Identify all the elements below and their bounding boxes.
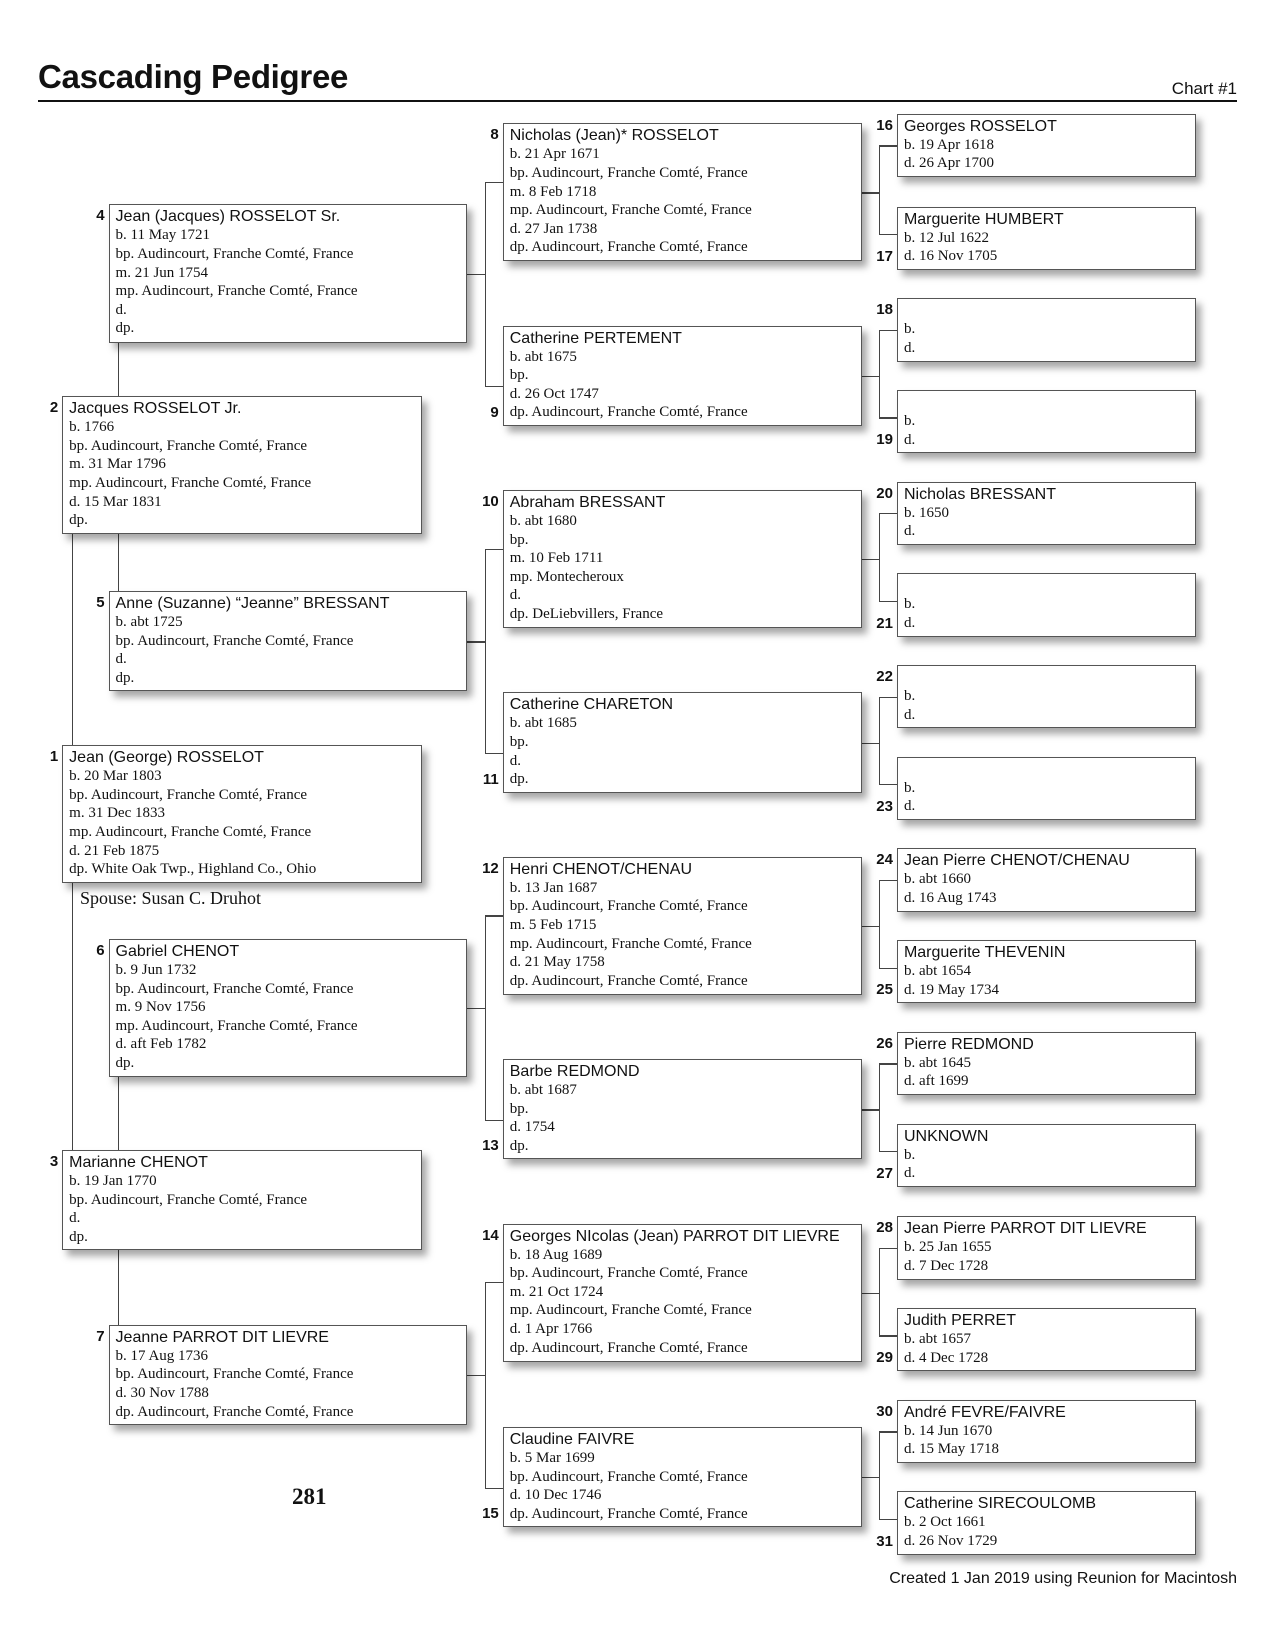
person-number: 13 — [482, 1137, 499, 1155]
person-detail: dp. Audincourt, Franche Comté, France — [509, 972, 748, 989]
person-number: 30 — [876, 1402, 893, 1420]
person-detail: d. — [903, 614, 916, 631]
page-title: Cascading Pedigree — [38, 58, 349, 95]
connector-line — [467, 274, 485, 275]
connector-line — [467, 1375, 485, 1376]
person-detail: b. abt 1685 — [509, 715, 577, 732]
connector-line — [879, 145, 880, 234]
person-box[interactable] — [897, 390, 1196, 453]
chart-number: Chart #1 — [1171, 79, 1237, 98]
person-detail: bp. Audincourt, Franche Comté, France — [509, 164, 748, 181]
person-box[interactable] — [62, 396, 421, 534]
person-detail: b. — [903, 596, 916, 613]
connector-line — [485, 182, 503, 183]
connector-line — [118, 1250, 119, 1325]
person-number: 15 — [482, 1505, 499, 1523]
person-number: 11 — [482, 770, 499, 788]
person-detail: b. 17 Aug 1736 — [115, 1347, 209, 1364]
person-detail: dp. — [509, 1138, 529, 1155]
connector-line — [862, 743, 879, 744]
person-detail: d. — [903, 339, 916, 356]
person-detail: b. abt 1687 — [509, 1082, 577, 1099]
connector-line — [879, 513, 880, 600]
person-detail: b. 13 Jan 1687 — [509, 879, 598, 896]
person-number: 3 — [49, 1152, 59, 1170]
person-name: Pierre REDMOND — [903, 1035, 1034, 1053]
connector-line — [879, 145, 897, 146]
connector-line — [485, 549, 486, 753]
person-box[interactable] — [897, 1216, 1196, 1279]
person-detail: dp. Audincourt, Franche Comté, France — [509, 1339, 748, 1356]
person-box[interactable] — [897, 482, 1196, 545]
connector-line — [879, 330, 880, 417]
person-detail: d. 27 Jan 1738 — [509, 220, 598, 237]
person-name: Jeanne PARROT DIT LIEVRE — [115, 1328, 329, 1346]
person-detail: m. 21 Jun 1754 — [115, 264, 209, 281]
person-detail: d. — [115, 301, 127, 318]
connector-line — [72, 883, 73, 1150]
person-number: 5 — [96, 594, 105, 612]
person-detail: b. abt 1725 — [115, 614, 183, 631]
person-name: Nicholas BRESSANT — [903, 485, 1056, 503]
person-detail: d. 15 May 1718 — [903, 1441, 999, 1458]
person-detail: b. 9 Jun 1732 — [115, 962, 197, 979]
person-detail: d. 7 Dec 1728 — [903, 1257, 989, 1274]
person-number: 7 — [96, 1327, 105, 1345]
person-box[interactable] — [503, 123, 862, 261]
person-detail: dp. — [69, 512, 88, 529]
person-detail: bp. — [509, 734, 529, 751]
person-detail: b. — [903, 1146, 916, 1163]
connector-line — [485, 1120, 503, 1121]
person-detail: d. 21 May 1758 — [509, 954, 605, 971]
connector-line — [879, 968, 897, 969]
person-box[interactable] — [897, 298, 1196, 361]
person-number: 4 — [96, 207, 105, 225]
connector-line — [879, 1431, 897, 1432]
person-number: 12 — [482, 859, 499, 877]
person-detail: mp. Montecheroux — [509, 568, 624, 585]
connector-line — [879, 1248, 880, 1335]
person-detail: b. — [903, 779, 916, 796]
person-box[interactable] — [109, 939, 467, 1077]
person-number: 2 — [49, 399, 59, 417]
person-detail: bp. Audincourt, Franche Comté, France — [69, 437, 308, 454]
connector-line — [879, 330, 897, 331]
person-detail: mp. Audincourt, Franche Comté, France — [69, 475, 312, 492]
person-detail: d. 26 Oct 1747 — [509, 385, 599, 402]
person-detail: d. 16 Aug 1743 — [903, 890, 997, 907]
person-number: 20 — [876, 484, 893, 502]
connector-line — [467, 641, 485, 642]
connector-line — [862, 192, 879, 193]
person-detail: b. 1650 — [903, 504, 949, 521]
person-detail: d. 19 May 1734 — [903, 981, 999, 998]
person-detail: d. aft Feb 1782 — [115, 1036, 207, 1053]
person-name: Claudine FAIVRE — [509, 1431, 635, 1449]
connector-line — [879, 1431, 880, 1518]
connector-line — [485, 1282, 503, 1283]
person-box[interactable] — [897, 757, 1196, 820]
person-number: 17 — [876, 247, 893, 265]
connector-line — [862, 559, 879, 560]
person-number: 21 — [876, 614, 893, 632]
person-detail: bp. Audincourt, Franche Comté, France — [115, 246, 354, 263]
person-box[interactable] — [897, 1124, 1196, 1187]
connector-line — [72, 534, 73, 745]
person-box[interactable] — [897, 665, 1196, 728]
person-detail: dp. Audincourt, Franche Comté, France — [115, 1403, 354, 1420]
person-name: Gabriel CHENOT — [115, 943, 240, 961]
connector-line — [118, 1077, 119, 1150]
person-detail: b. — [903, 412, 916, 429]
connector-line — [879, 697, 880, 784]
connector-line — [862, 926, 879, 927]
person-detail: bp. Audincourt, Franche Comté, France — [509, 1468, 748, 1485]
connector-line — [485, 915, 503, 916]
connector-line — [862, 1477, 879, 1478]
connector-line — [879, 697, 897, 698]
person-detail: d. 26 Nov 1729 — [903, 1533, 998, 1549]
title-rule — [38, 100, 1237, 102]
person-detail: d. aft 1699 — [903, 1073, 969, 1090]
person-number: 26 — [876, 1034, 893, 1052]
person-detail: m. 5 Feb 1715 — [509, 917, 597, 934]
person-name: Marianne CHENOT — [69, 1153, 208, 1171]
person-detail: bp. — [509, 1100, 529, 1117]
person-detail: d. 10 Dec 1746 — [509, 1487, 602, 1504]
person-detail: dp. Audincourt, Franche Comté, France — [509, 239, 748, 256]
connector-line — [879, 880, 897, 881]
person-detail: b. 19 Jan 1770 — [69, 1172, 157, 1189]
person-detail: d. — [903, 798, 916, 815]
person-name: Jean Pierre PARROT DIT LIEVRE — [903, 1220, 1147, 1238]
person-detail: mp. Audincourt, Franche Comté, France — [509, 1302, 752, 1319]
person-detail: b. — [903, 688, 916, 705]
person-number: 31 — [876, 1532, 893, 1550]
person-box[interactable] — [109, 591, 467, 691]
person-detail: d. — [69, 1210, 81, 1227]
person-detail: b. abt 1645 — [903, 1054, 972, 1071]
person-detail: d. 15 Mar 1831 — [69, 493, 162, 510]
person-detail: bp. Audincourt, Franche Comté, France — [115, 1366, 354, 1383]
person-box[interactable] — [503, 326, 862, 426]
connector-line — [485, 915, 486, 1119]
person-name: Barbe REDMOND — [509, 1063, 640, 1081]
person-box[interactable] — [897, 114, 1196, 177]
person-box[interactable] — [503, 1224, 862, 1362]
person-detail: b. 20 Mar 1803 — [69, 768, 162, 785]
connector-line — [485, 549, 503, 550]
person-number: 14 — [482, 1226, 499, 1244]
person-name: UNKNOWN — [903, 1127, 989, 1145]
person-box[interactable] — [503, 1427, 862, 1527]
person-detail: b. 11 May 1721 — [115, 227, 210, 244]
person-detail: d. 30 Nov 1788 — [115, 1385, 209, 1402]
person-detail: bp. Audincourt, Franche Comté, France — [69, 786, 308, 803]
person-detail: d. — [509, 752, 521, 769]
person-detail: dp. DeLiebvillers, France — [509, 606, 664, 623]
page-number: 281 — [292, 1484, 327, 1509]
person-name — [904, 668, 1195, 687]
person-name — [904, 760, 1195, 779]
person-name: Georges NIcolas (Jean) PARROT DIT LIEVRE — [509, 1227, 840, 1245]
person-name: Jean (Jacques) ROSSELOT Sr. — [115, 208, 341, 226]
person-detail: bp. Audincourt, Franche Comté, France — [69, 1191, 308, 1208]
person-box[interactable] — [62, 1150, 421, 1250]
connector-line — [118, 534, 119, 591]
person-name: Georges ROSSELOT — [903, 117, 1057, 135]
person-name: Jean Pierre CHENOT/CHENAU — [903, 852, 1130, 870]
person-detail: b. 25 Jan 1655 — [903, 1239, 992, 1256]
person-name: Marguerite HUMBERT — [903, 210, 1064, 228]
person-number: 10 — [482, 493, 499, 511]
person-name — [904, 393, 1195, 412]
connector-line — [879, 1151, 897, 1152]
person-detail: dp. Audincourt, Franche Comté, France — [509, 404, 748, 421]
connector-line — [485, 386, 503, 387]
connector-line — [879, 417, 897, 418]
person-detail: b. abt 1657 — [903, 1331, 972, 1347]
connector-line — [879, 1248, 897, 1249]
person-box[interactable] — [897, 1491, 1196, 1554]
person-name: André FEVRE/FAIVRE — [903, 1403, 1066, 1421]
person-detail: bp. Audincourt, Franche Comté, France — [509, 898, 748, 915]
connector-line — [879, 513, 897, 514]
person-name: Marguerite THEVENIN — [903, 944, 1066, 962]
person-box[interactable] — [897, 940, 1196, 1003]
person-name: Jean (George) ROSSELOT — [69, 749, 264, 767]
person-detail: b. — [903, 321, 916, 338]
person-box[interactable] — [503, 692, 862, 792]
person-number: 16 — [876, 116, 893, 134]
person-number: 9 — [490, 403, 499, 421]
person-box[interactable] — [503, 857, 862, 995]
person-box[interactable] — [109, 204, 467, 342]
connector-line — [467, 1008, 485, 1009]
person-detail: dp. — [115, 320, 135, 337]
connector-line — [862, 1109, 879, 1110]
person-detail: d. — [903, 431, 916, 448]
person-detail: b. abt 1675 — [509, 348, 577, 365]
person-detail: b. abt 1654 — [903, 963, 972, 980]
person-detail: b. 12 Jul 1622 — [903, 229, 989, 246]
person-number: 6 — [96, 942, 105, 960]
person-detail: m. 10 Feb 1711 — [509, 550, 604, 567]
person-detail: b. 19 Apr 1618 — [903, 136, 994, 153]
person-detail: mp. Audincourt, Franche Comté, France — [69, 823, 312, 840]
person-detail: b. abt 1660 — [903, 871, 972, 888]
person-box[interactable] — [897, 1400, 1196, 1463]
connector-line — [862, 376, 879, 377]
connector-line — [879, 601, 897, 602]
person-detail: m. 9 Nov 1756 — [115, 999, 206, 1016]
person-number: 8 — [490, 126, 499, 144]
connector-line — [862, 1293, 879, 1294]
person-name: Nicholas (Jean)* ROSSELOT — [509, 127, 719, 145]
person-detail: d. — [903, 1165, 916, 1182]
person-detail: d. 26 Apr 1700 — [903, 155, 994, 172]
person-detail: bp. Audincourt, Franche Comté, France — [115, 632, 354, 649]
connector-line — [118, 343, 119, 397]
person-detail: mp. Audincourt, Franche Comté, France — [115, 283, 358, 300]
person-detail: mp. Audincourt, Franche Comté, France — [115, 1017, 358, 1034]
person-detail: d. 1 Apr 1766 — [509, 1321, 593, 1338]
person-detail: b. 21 Apr 1671 — [509, 146, 600, 163]
connector-line — [879, 784, 897, 785]
person-name: Catherine CHARETON — [509, 696, 674, 714]
person-detail: dp. — [115, 1055, 135, 1072]
person-detail: mp. Audincourt, Franche Comté, France — [509, 202, 752, 219]
person-detail: d. 21 Feb 1875 — [69, 842, 160, 859]
connector-line — [879, 880, 880, 967]
person-name — [904, 301, 1195, 320]
person-detail: dp. Audincourt, Franche Comté, France — [509, 1505, 748, 1522]
person-number: 27 — [876, 1164, 893, 1182]
person-box[interactable] — [897, 1308, 1196, 1371]
person-box[interactable] — [503, 1059, 862, 1159]
connector-line — [879, 1519, 897, 1520]
person-detail: dp. — [69, 1228, 88, 1245]
person-detail: dp. White Oak Twp., Highland Co., Ohio — [69, 861, 317, 878]
person-name — [904, 576, 1195, 595]
person-detail: bp. Audincourt, Franche Comté, France — [115, 980, 354, 997]
person-box[interactable] — [897, 207, 1196, 270]
person-box[interactable] — [897, 1032, 1196, 1095]
person-box[interactable] — [897, 573, 1196, 636]
person-detail: b. 2 Oct 1661 — [903, 1514, 986, 1531]
person-detail: d. 16 Nov 1705 — [903, 248, 998, 265]
connector-line — [485, 182, 486, 386]
person-detail: d. — [509, 587, 521, 604]
footer-credit: Created 1 Jan 2019 using Reunion for Macintosh — [889, 1570, 1237, 1587]
person-number: 1 — [49, 748, 59, 766]
person-box[interactable] — [897, 848, 1196, 911]
person-detail: d. 4 Dec 1728 — [903, 1349, 989, 1366]
person-detail: b. 5 Mar 1699 — [509, 1450, 595, 1467]
person-name: Judith PERRET — [903, 1312, 1016, 1329]
connector-line — [485, 1282, 486, 1488]
connector-line — [879, 1335, 897, 1336]
spouse-label: Spouse: Susan C. Druhot — [80, 888, 262, 908]
person-detail: bp. — [509, 367, 529, 384]
person-detail: d. 1754 — [509, 1119, 555, 1136]
person-detail: m. 21 Oct 1724 — [509, 1283, 604, 1300]
person-detail: b. 1766 — [69, 419, 115, 436]
person-box[interactable] — [503, 490, 862, 628]
connector-line — [879, 1063, 880, 1150]
person-box[interactable] — [109, 1325, 467, 1425]
person-number: 25 — [876, 981, 893, 999]
connector-line — [879, 234, 897, 235]
connector-line — [879, 1063, 897, 1064]
person-number: 22 — [876, 668, 893, 686]
person-name: Catherine SIRECOULOMB — [903, 1495, 1097, 1513]
person-number: 29 — [876, 1349, 893, 1367]
person-number: 19 — [876, 431, 893, 449]
person-name: Anne (Suzanne) “Jeanne” BRESSANT — [115, 595, 390, 613]
person-detail: d. — [115, 651, 127, 668]
person-detail: dp. — [115, 670, 135, 687]
person-name: Henri CHENOT/CHENAU — [509, 860, 692, 878]
person-number: 28 — [876, 1219, 893, 1237]
person-name: Abraham BRESSANT — [509, 494, 666, 512]
person-detail: b. 14 Jun 1670 — [903, 1422, 993, 1439]
person-detail: m. 31 Dec 1833 — [69, 805, 165, 822]
person-detail: bp. — [509, 531, 529, 548]
person-number: 23 — [876, 798, 893, 815]
person-detail: bp. Audincourt, Franche Comté, France — [509, 1265, 748, 1282]
connector-line — [485, 753, 503, 754]
person-name: Jacques ROSSELOT Jr. — [69, 400, 242, 418]
person-detail: dp. — [509, 771, 529, 788]
person-detail: mp. Audincourt, Franche Comté, France — [509, 935, 752, 952]
person-name: Catherine PERTEMENT — [509, 329, 682, 347]
person-detail: m. 8 Feb 1718 — [509, 183, 597, 200]
person-box[interactable] — [62, 745, 421, 883]
person-number: 18 — [876, 301, 893, 319]
person-number: 24 — [876, 851, 893, 869]
person-detail: m. 31 Mar 1796 — [69, 456, 166, 473]
person-detail: b. abt 1680 — [509, 513, 577, 530]
person-detail: d. — [903, 706, 916, 723]
connector-line — [485, 1488, 503, 1489]
person-detail: b. 18 Aug 1689 — [509, 1246, 603, 1263]
person-detail: d. — [903, 523, 916, 540]
